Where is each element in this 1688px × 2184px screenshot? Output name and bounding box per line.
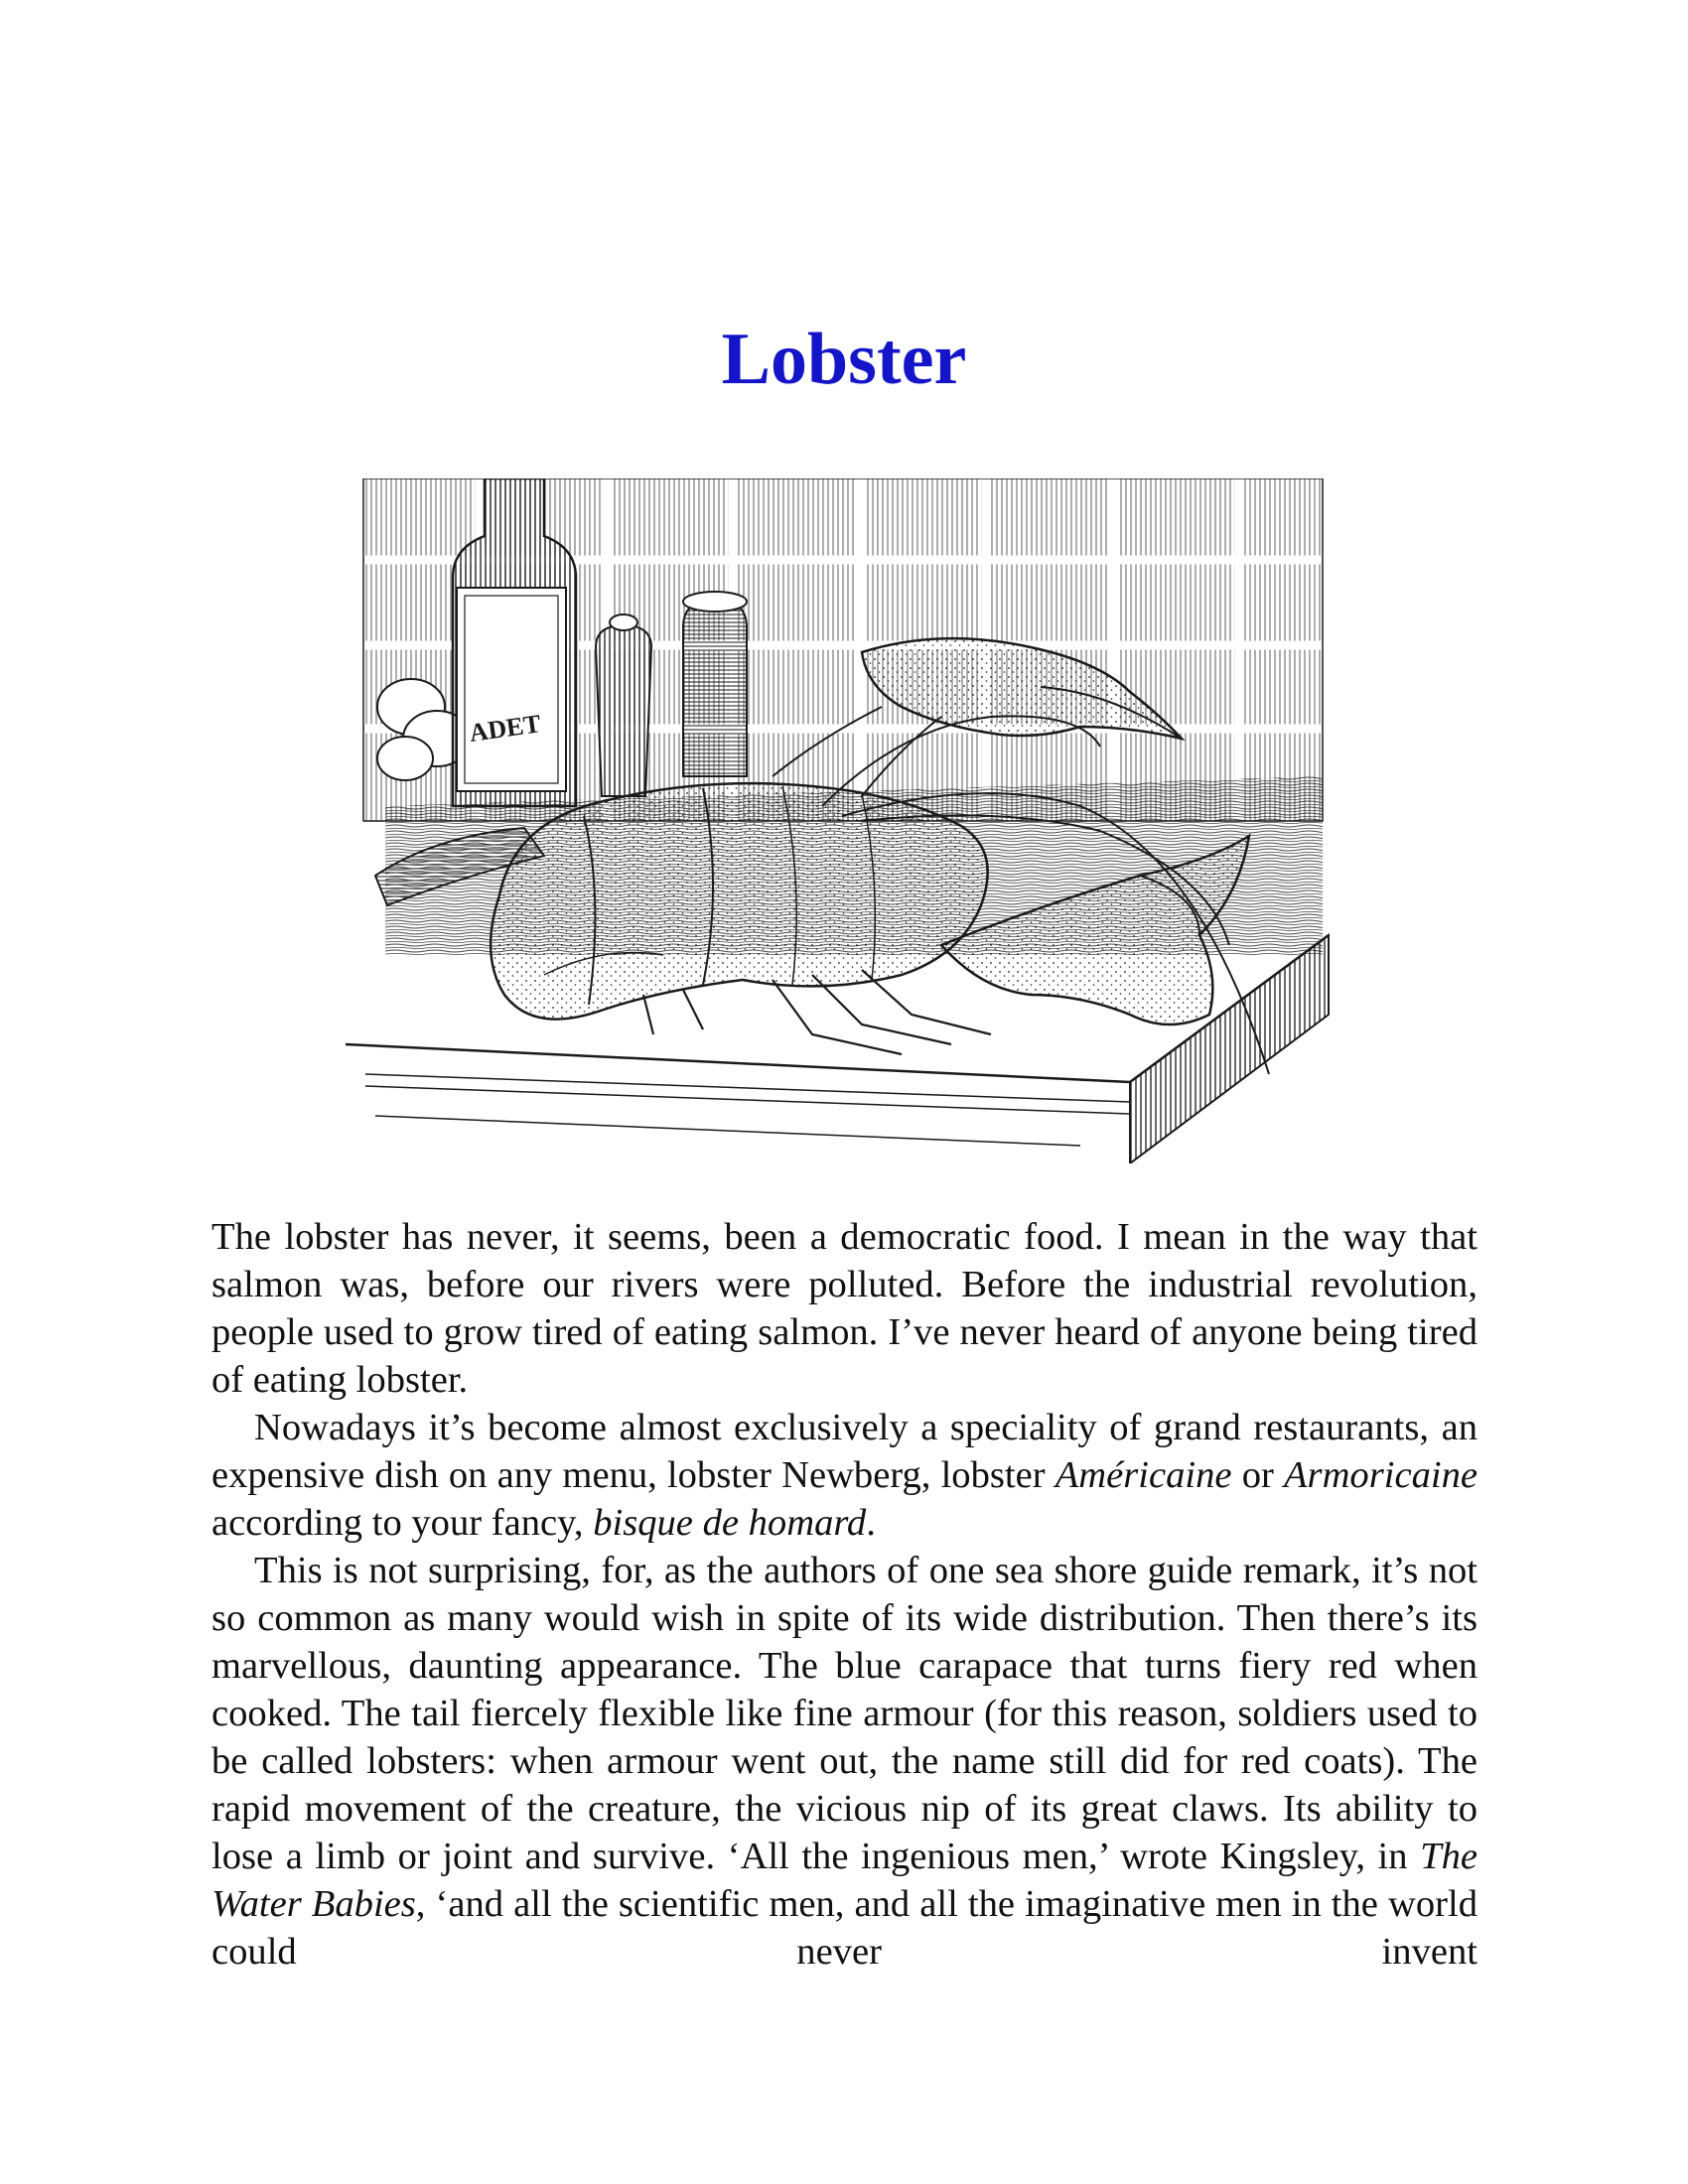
lobster-body xyxy=(491,783,988,1019)
text-run: . xyxy=(866,1502,876,1544)
paragraph xyxy=(211,1547,1477,1976)
paragraph xyxy=(211,1213,1477,1404)
text-run: or xyxy=(1231,1454,1284,1496)
bottle-label-text: ADET xyxy=(467,709,543,748)
italic-phrase: bisque de homard xyxy=(593,1502,867,1544)
italic-phrase: The Water Babies xyxy=(211,1836,1477,1925)
italic-phrase: Armoricaine xyxy=(1283,1454,1477,1496)
text-run: Nowadays it’s become almost exclusively a speciality of grand restaurants, an expensive dish on any menu, lobster Newberg, lobster xyxy=(211,1407,1477,1496)
page-title: Lobster xyxy=(721,319,967,400)
paragraph xyxy=(211,1404,1477,1547)
body-text xyxy=(211,1213,1477,1976)
text-run: This is not surprising, for, as the authors of one sea shore guide remark, it’s not so common as many would wish in spite of its wide distribution. Then there’s its marvellous, daunting appearance. The blue carapace that turns fiery red when cooked. The tail fiercely flexible like fine armour (for this reason, soldiers used to be called lobsters: when armour went out, the name still did for red coats). The rapid movement of the creature, the vicious nip of its great claws. Its ability to lose a limb or joint and survive. ‘All the ingenious men,’ wrote Kingsley, in xyxy=(211,1550,1477,1877)
pepper-mill xyxy=(596,614,651,796)
italic-phrase: Américaine xyxy=(1055,1454,1232,1496)
text-run: , ‘and all the scientific men, and all the imaginative men in the world could never invent xyxy=(211,1883,1477,1973)
text-run: according to your fancy, xyxy=(211,1502,594,1544)
text-run: The lobster has never, it seems, been a democratic food. I mean in the way that salmon was, before our rivers were polluted. Before the industrial revolution, people used to grow tired of eating salmon. I’ve never heard of anyone being tired of eating lobster. xyxy=(211,1216,1477,1401)
lobster-illustration xyxy=(346,478,1340,1163)
jar xyxy=(683,592,747,776)
